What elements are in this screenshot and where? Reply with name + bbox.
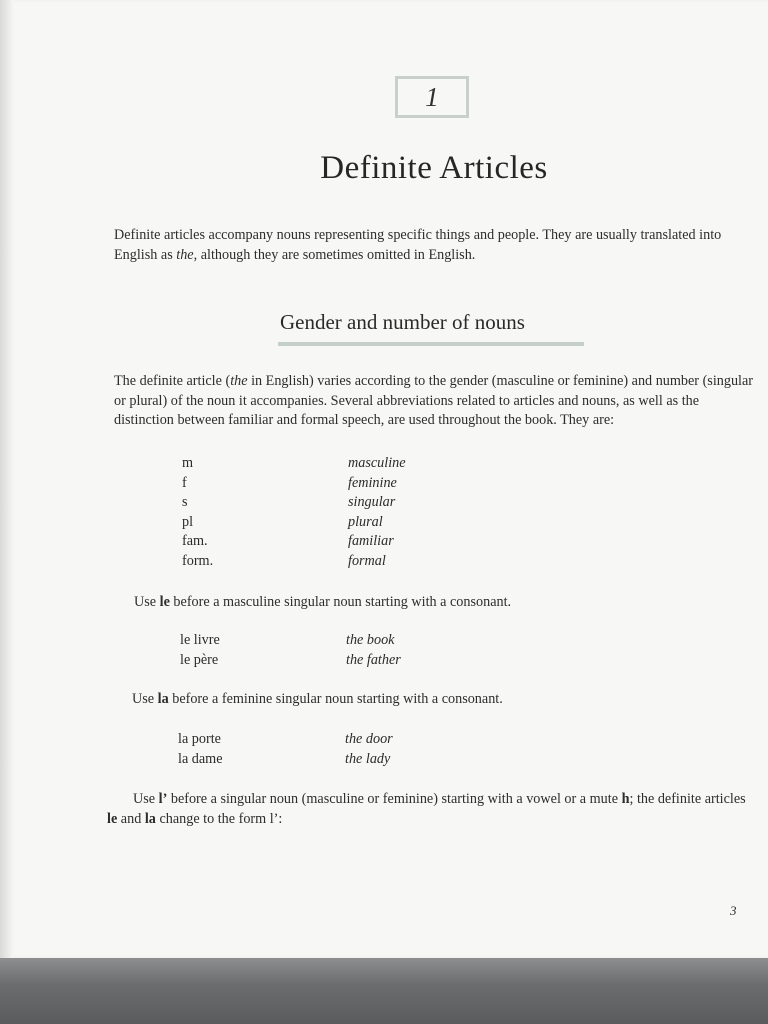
intro-text-a: Definite articles accompany nouns representing specific things and people. They are usually translated into English as <box>114 227 722 263</box>
para2-text-b: in English) varies according to the gender (masculine or feminine) and number (singular or plural) of the noun it accompanies. Several abbreviations related to articles and nouns, as well as the distinction between familiar and formal speech, are used throughout the book. They are: <box>114 373 754 428</box>
list-item <box>180 651 401 671</box>
abbreviation-meaning: familiar <box>348 533 394 550</box>
rule-le-post: before a masculine singular noun starting with a consonant. <box>169 594 512 610</box>
abbreviation-meaning: formal <box>348 552 386 569</box>
intro-text-b: , although they are sometimes omitted in English. <box>193 246 476 263</box>
scan-background <box>0 958 768 1024</box>
rule-le-pre: Use <box>134 594 160 610</box>
chapter-title: Definite Articles <box>320 150 548 186</box>
french-example: la porte <box>178 731 221 747</box>
intro-emphasis: the <box>176 246 194 263</box>
rule-l-and: and <box>117 810 145 827</box>
section-heading: Gender and number of nouns <box>280 310 525 334</box>
rule-l-mid2: ; the definite articles <box>629 791 746 807</box>
chapter-number-box <box>395 76 469 118</box>
rule-le <box>134 594 511 611</box>
list-item <box>178 750 393 770</box>
rule-la-pre: Use <box>132 691 158 707</box>
abbreviation: m <box>182 455 194 471</box>
rule-l-le: le <box>107 810 118 827</box>
list-item <box>180 631 401 651</box>
english-translation: the lady <box>345 750 391 767</box>
examples-la <box>178 730 393 769</box>
list-item <box>182 454 406 474</box>
french-example: le père <box>180 651 219 668</box>
list-item <box>182 493 406 513</box>
abbreviation: s <box>182 494 188 511</box>
page-number: 3 <box>730 903 737 918</box>
french-example: le livre <box>180 632 220 648</box>
rule-l-la: la <box>144 810 156 827</box>
abbreviation: fam. <box>182 533 208 550</box>
rule-l-mid1: before a singular noun (masculine or feminine) starting with a vowel or a mute <box>167 791 622 807</box>
rule-la-article: la <box>157 691 169 707</box>
rule-l-post: change to the form l’: <box>155 810 283 827</box>
gender-number-paragraph <box>114 372 754 431</box>
abbreviation-meaning: masculine <box>348 455 406 471</box>
list-item <box>178 730 393 750</box>
page-spine-shadow <box>0 0 14 958</box>
rule-la-post: before a feminine singular noun starting with a consonant. <box>168 691 503 707</box>
para2-emphasis: the <box>230 373 248 389</box>
examples-le <box>180 631 401 670</box>
abbreviation: form. <box>182 552 214 569</box>
abbreviation: f <box>182 474 187 491</box>
para2-text-a: The definite article ( <box>114 373 231 389</box>
rule-le-article: le <box>159 594 170 610</box>
section-underline <box>278 342 584 346</box>
abbreviation-list <box>182 454 406 572</box>
abbreviation-meaning: singular <box>348 494 396 511</box>
list-item <box>182 532 406 552</box>
abbreviation-meaning: plural <box>348 513 383 530</box>
chapter-number: 1 <box>425 81 439 112</box>
english-translation: the book <box>346 632 395 648</box>
english-translation: the door <box>345 731 393 747</box>
english-translation: the father <box>346 651 401 668</box>
list-item <box>182 474 406 494</box>
rule-l-h: h <box>621 791 630 807</box>
rule-l-pre: Use <box>133 791 159 807</box>
list-item <box>182 552 406 572</box>
rule-l-paragraph <box>107 790 757 829</box>
intro-paragraph <box>114 226 754 265</box>
french-example: la dame <box>178 750 223 767</box>
list-item <box>182 513 406 533</box>
abbreviation-meaning: feminine <box>348 474 397 491</box>
rule-l-article: l’ <box>158 791 168 807</box>
rule-la <box>132 691 503 708</box>
abbreviation: pl <box>182 513 194 530</box>
